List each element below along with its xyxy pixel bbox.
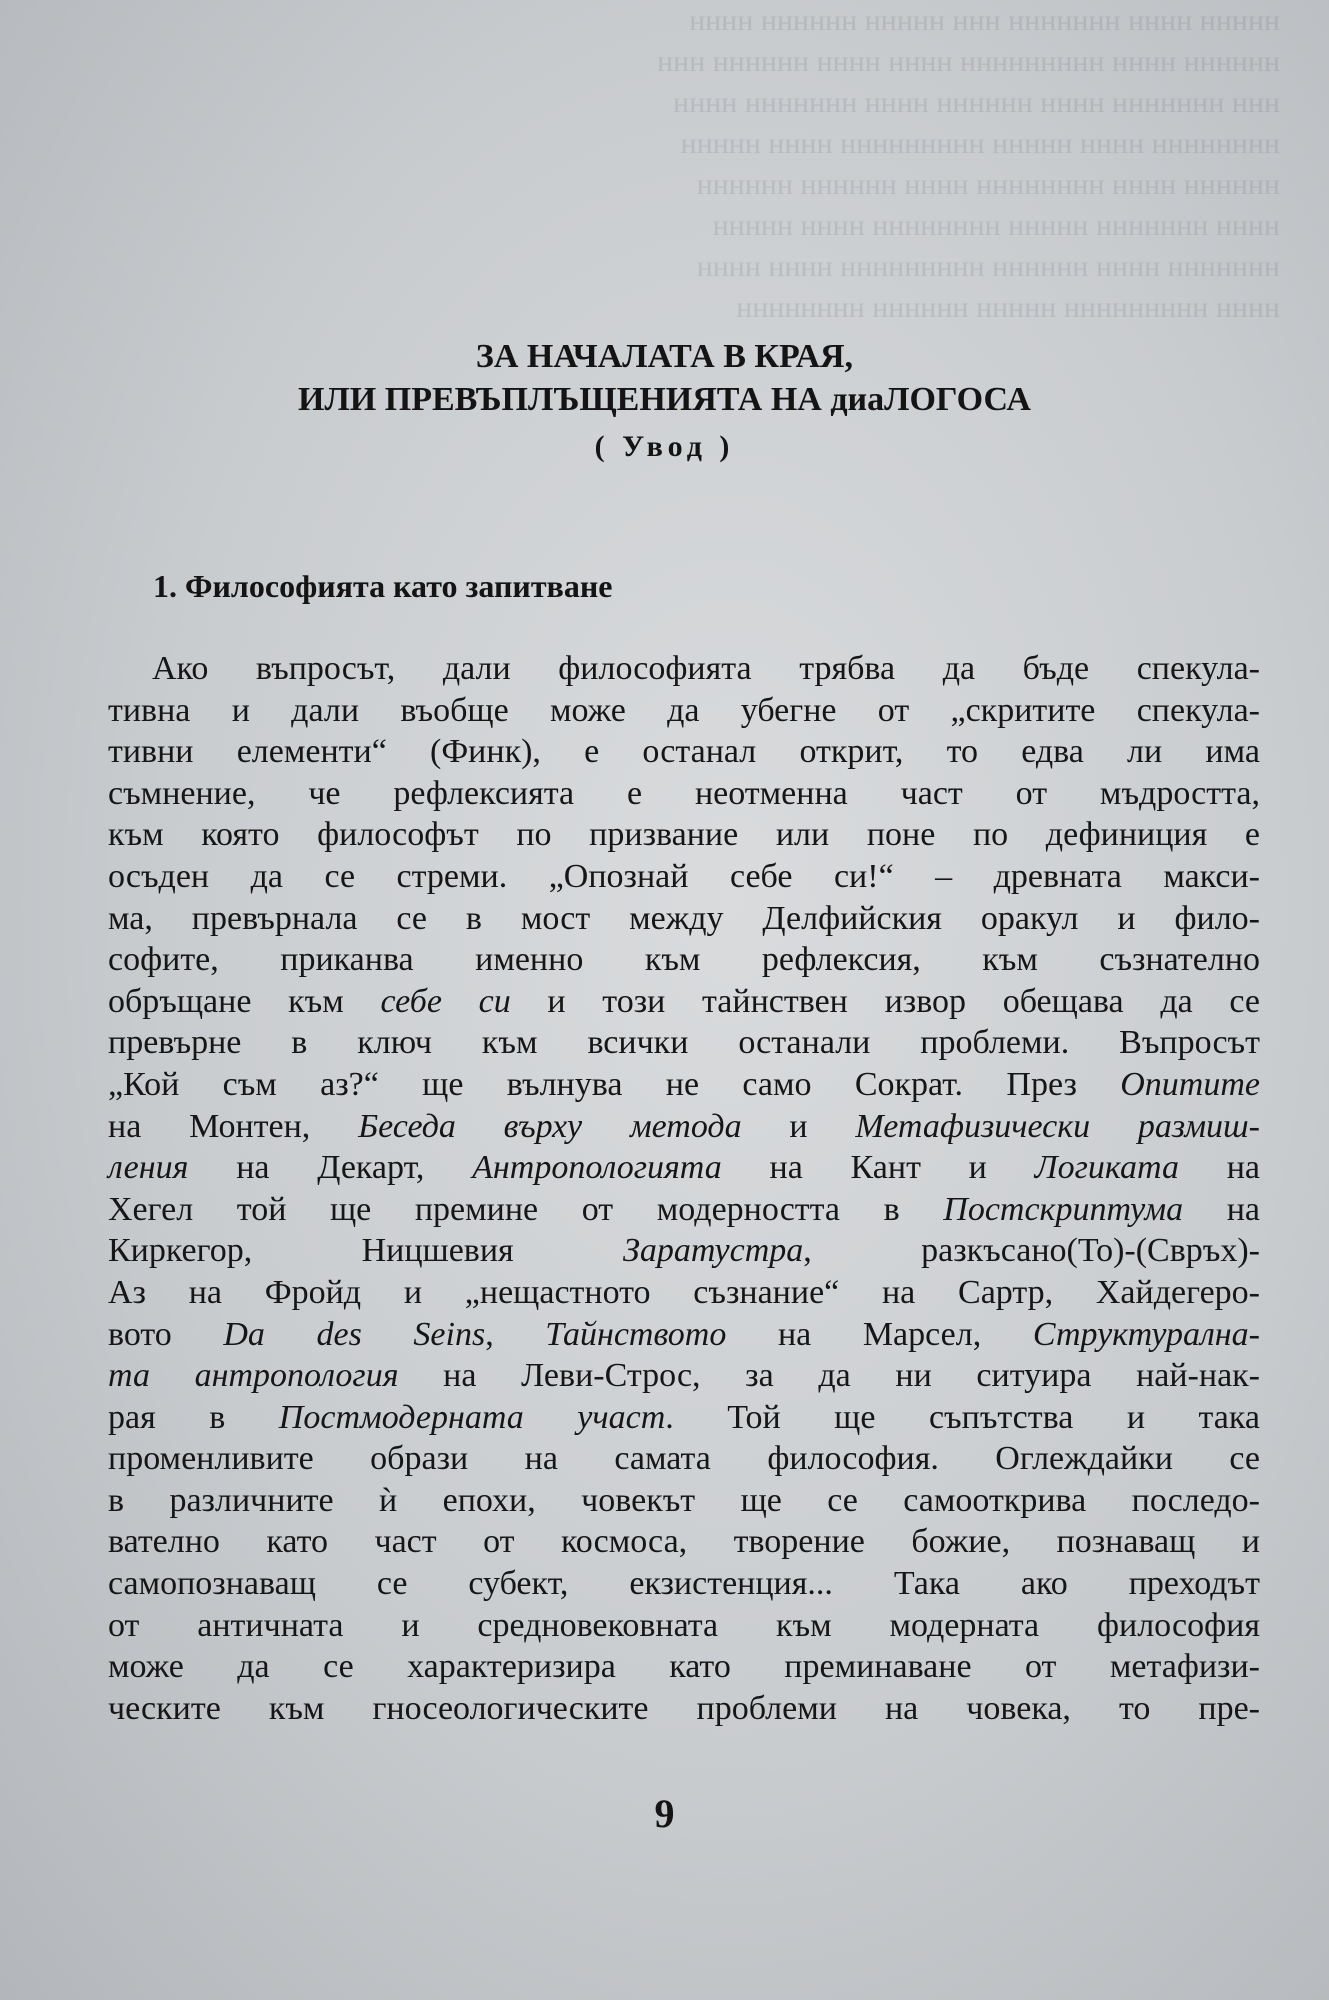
paragraph-line xyxy=(108,1272,1260,1314)
paragraph-line xyxy=(108,1397,1260,1439)
page-number: 9 xyxy=(654,1791,675,1836)
paragraph-line xyxy=(108,898,1260,940)
text-run: , разкъсано(То)-(Свръх)- xyxy=(803,1232,1261,1270)
paragraph-line xyxy=(108,1189,1260,1231)
italic-text: Антропологията xyxy=(472,1149,722,1187)
text-run: в различните ѝ епохи, човекът ще се самооткрива последо- xyxy=(108,1481,1260,1519)
paragraph-line xyxy=(108,1314,1260,1356)
text-run: , xyxy=(485,1315,546,1353)
text-run: променливите образи на самата философия. Оглеждайки се xyxy=(108,1440,1260,1478)
italic-text: Структурална- xyxy=(1032,1315,1260,1353)
italic-text: Опитите xyxy=(1120,1065,1260,1103)
paragraph-line xyxy=(108,690,1260,732)
paragraph-line xyxy=(108,773,1260,815)
text-run: рая в xyxy=(108,1398,279,1436)
paragraph-line xyxy=(108,1605,1260,1647)
text-run: превърне в ключ към всички останали проблеми. Въпросът xyxy=(108,1024,1260,1062)
paragraph-line xyxy=(108,1480,1260,1522)
italic-text: Логиката xyxy=(1034,1149,1179,1187)
text-run: „Кой съм аз?“ ще вълнува не само Сократ. През xyxy=(108,1065,1121,1103)
italic-text: Заратустра xyxy=(623,1232,804,1270)
paragraph-line xyxy=(108,1147,1260,1189)
text-run: . Той ще съпътства и така xyxy=(665,1398,1260,1436)
chapter-title-line-2: ИЛИ ПРЕВЪПЛЪЩЕНИЯТА НА диаЛОГОСА xyxy=(298,381,1031,418)
text-run: и xyxy=(741,1107,856,1145)
text-run: обръщане към xyxy=(108,982,381,1020)
paragraph-line xyxy=(108,1230,1260,1272)
paragraph-line xyxy=(108,1521,1260,1563)
italic-text: ления xyxy=(108,1149,189,1187)
text-run: от античната и средновековната към модерната философия xyxy=(108,1606,1260,1644)
text-run: може да се характеризира като преминаване от метафизи- xyxy=(108,1648,1260,1686)
paragraph-line xyxy=(108,648,1260,690)
paragraph-line xyxy=(108,1355,1260,1397)
paragraph-line xyxy=(108,1106,1260,1148)
text-run: съмнение, че рефлексията е неотменна част от мъдростта, xyxy=(108,774,1260,812)
text-run: на xyxy=(1178,1149,1261,1187)
paragraph-line xyxy=(108,981,1260,1023)
italic-text: Метафизически размиш- xyxy=(855,1107,1261,1145)
italic-text: себе си xyxy=(380,982,511,1020)
paragraph-line xyxy=(108,856,1260,898)
reverse-side-bleed-through: ннннн нннн ннннннн ннн ннннн нннннн нннн нннннн нннн ннннннннн нннн нннн нннннн ннн ннн ннннннн нннн нннннн нннн ннннннн нннн нннннннн нннн ннннн ннннннннн нннн ннннн нннннн нннн нннннннн нннн нннннн нннннн нннн ннннннн ннннн нннннннн нннн ннннн ннннннн нннн нннннн ннннннннн нннн нннн нннн ннннннннн ннннн нннннн нннннннн xyxy=(657,4,1280,324)
section-heading: 1. Философията като запитване xyxy=(153,568,613,604)
text-run: Киркегор, Ницшевия xyxy=(108,1232,624,1270)
body-paragraph xyxy=(108,648,1260,1729)
paragraph-line xyxy=(108,1563,1260,1605)
italic-text: та антропология xyxy=(108,1357,399,1395)
text-run: ческите към гносеологическите проблеми на човека, то пре- xyxy=(108,1689,1260,1727)
text-run: тивна и дали въобще може да убегне от „скритите спекула- xyxy=(108,691,1260,729)
italic-text: Беседа върху метода xyxy=(358,1107,742,1145)
paragraph-line xyxy=(108,1646,1260,1688)
text-run: на Марсел, xyxy=(726,1315,1033,1353)
text-run: към която философът по призвание или поне по дефиниция е xyxy=(108,816,1260,854)
paragraph-line xyxy=(108,1438,1260,1480)
text-run: Аз на Фройд и „нещастното съзнание“ на Сартр, Хайдегеро- xyxy=(108,1273,1260,1311)
text-run: вото xyxy=(108,1315,224,1353)
italic-text: Тайнството xyxy=(545,1315,727,1353)
italic-text: Da des Seins xyxy=(223,1315,486,1353)
paragraph-line xyxy=(108,1688,1260,1730)
text-run: на Декарт, xyxy=(188,1149,473,1187)
chapter-title-line-1: ЗА НАЧАЛАТА В КРАЯ, xyxy=(475,338,854,375)
text-run: тивни елементи“ (Финк), е останал открит, то едва ли има xyxy=(108,733,1260,771)
text-run: на xyxy=(1183,1190,1260,1228)
text-run: на Кант и xyxy=(721,1149,1035,1187)
paragraph-line xyxy=(108,1064,1260,1106)
paragraph-line xyxy=(108,1022,1260,1064)
text-run: на Монтен, xyxy=(108,1107,359,1145)
text-run: софите, приканва именно към рефлексия, към съзнателно xyxy=(108,941,1260,979)
text-run: вателно като част от космоса, творение божие, познаващ и xyxy=(108,1523,1260,1561)
italic-text: Постмодерната участ xyxy=(278,1398,666,1436)
italic-text: Постскриптума xyxy=(943,1190,1184,1228)
text-run: самопознаващ се субект, екзистенция... Така ако преходът xyxy=(108,1565,1260,1603)
paragraph-line xyxy=(108,939,1260,981)
text-run: Хегел той ще премине от модерността в xyxy=(108,1190,944,1228)
paragraph-line xyxy=(108,814,1260,856)
text-run: и този тайнствен извор обещава да се xyxy=(510,982,1260,1020)
text-run: ма, превърнала се в мост между Делфийския оракул и фило- xyxy=(108,899,1260,937)
text-run: Ако въпросът, дали философията трябва да бъде спекула- xyxy=(152,650,1260,687)
text-run: на Леви-Строс, за да ни ситуира най-нак- xyxy=(398,1357,1260,1395)
paragraph-line xyxy=(108,731,1260,773)
text-run: осъден да се стреми. „Опознай себе си!“ – древната макси- xyxy=(108,857,1260,895)
chapter-subtitle: ( Увод ) xyxy=(594,430,735,463)
